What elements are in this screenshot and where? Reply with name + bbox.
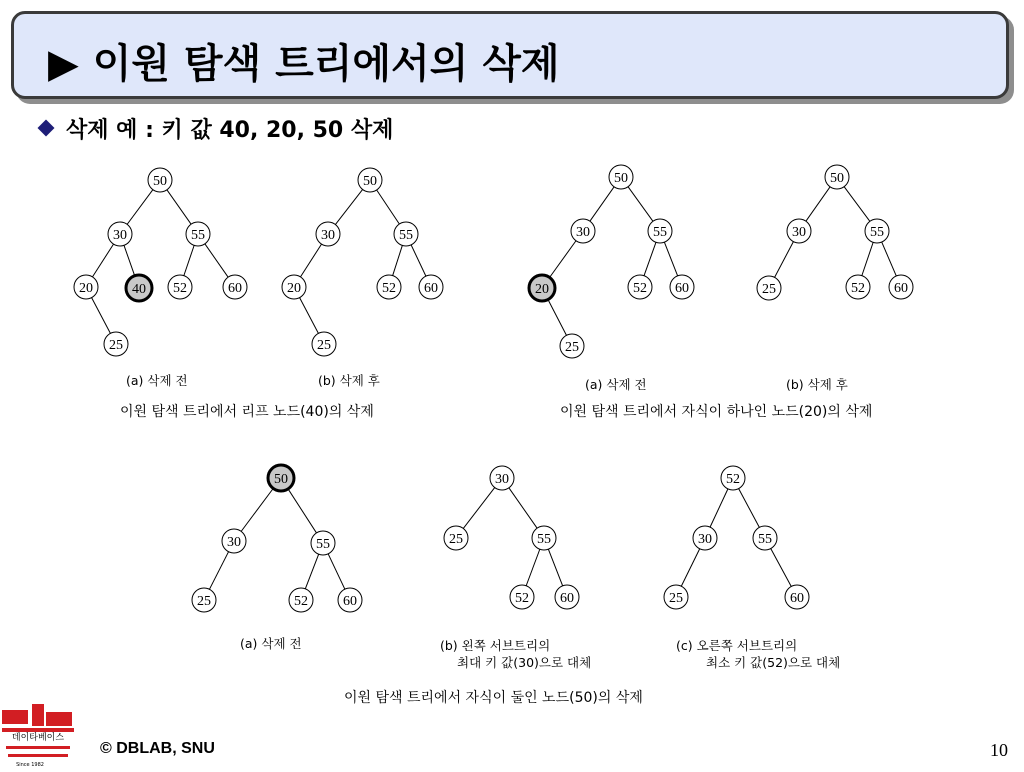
tree-node-key: 25 [669,591,683,606]
tree-edge [184,245,194,275]
tree-two-child-before [192,465,362,612]
tree-node-key: 25 [565,340,579,355]
tree-edge [167,190,191,224]
tree-node-key: 30 [321,228,335,243]
tree-edge [92,298,111,334]
tree-edge [124,245,135,276]
tree-node-key: 50 [830,171,844,186]
tree-two-child-right-min [664,466,809,609]
tree-edge [664,242,677,276]
tree-node-key: 55 [537,532,551,547]
tree-node-key: 40 [132,282,146,297]
tree-node-key: 30 [576,225,590,240]
tree-edge [463,488,494,529]
label-b-after-leaf: (b) 삭제 후 [318,373,380,388]
tree-node-key: 55 [758,532,772,547]
label-b-left-subtree: (b) 왼쪽 서브트리의 [440,638,551,653]
label-a-before-leaf: (a) 삭제 전 [126,373,188,388]
tree-node-key: 25 [762,282,776,297]
tree-node-key: 50 [363,174,377,189]
tree-node-key: 50 [153,174,167,189]
tree-edge [300,244,321,277]
label-a-before-one-child: (a) 삭제 전 [585,377,647,392]
tree-edge [710,489,728,527]
tree-edge [305,554,318,589]
tree-node-key: 50 [274,472,288,487]
tree-edge [628,187,653,222]
tree-node-key: 52 [515,591,529,606]
tree-one-child-before [529,165,694,358]
dblab-logo [0,700,90,772]
tree-node-key: 52 [294,594,308,609]
tree-edge [377,190,400,224]
label-b-left-max: 최대 키 값(30)으로 대체 [457,655,592,670]
tree-edge [775,242,794,278]
tree-edge [335,189,362,224]
tree-node-key: 52 [851,281,865,296]
label-c-right-min: 최소 키 값(52)으로 대체 [706,655,841,670]
tree-two-child-left-max [444,466,579,609]
tree-edge [393,245,403,275]
tree-node-key: 60 [424,281,438,296]
page-number: 10 [990,740,1008,760]
tree-edge [681,549,699,586]
tree-node-key: 55 [653,225,667,240]
tree-node-key: 55 [316,537,330,552]
tree-leaf-after [282,168,443,356]
tree-edge [92,244,113,277]
footer-copyright: © DBLAB, SNU [100,740,215,757]
caption-two-child-deletion: 이원 탐색 트리에서 자식이 둘인 노드(50)의 삭제 [344,690,643,706]
tree-edge [590,187,614,221]
tree-node-key: 30 [698,532,712,547]
tree-edge [739,489,760,528]
tree-node-key: 25 [317,338,331,353]
tree-edge [509,488,537,528]
tree-edge [548,299,567,336]
label-b-after-one-child: (b) 삭제 후 [786,377,848,392]
tree-node-key: 60 [675,281,689,296]
tree-edge [205,244,228,277]
tree-edge [288,488,317,533]
tree-node-key: 25 [449,532,463,547]
tree-node-key: 55 [870,225,884,240]
tree-edge [300,298,319,334]
bullet-text: 삭제 예 : 키 값 40, 20, 50 삭제 [66,118,394,143]
caption-one-child-deletion: 이원 탐색 트리에서 자식이 하나인 노드(20)의 삭제 [560,404,873,420]
tree-edge [526,549,540,586]
tree-edge [241,488,274,532]
tree-node-key: 30 [495,472,509,487]
tree-node-key: 60 [790,591,804,606]
tree-edge [328,554,345,589]
tree-node-key: 52 [633,281,647,296]
tree-edge [844,187,870,222]
tree-node-key: 30 [113,228,127,243]
tree-node-key: 25 [197,594,211,609]
tree-node-key: 52 [382,281,396,296]
caption-leaf-deletion: 이원 탐색 트리에서 리프 노드(40)의 삭제 [120,404,374,420]
tree-edge [209,552,228,590]
tree-edge [644,242,656,275]
tree-leaf-before [74,168,247,356]
tree-node-key: 30 [792,225,806,240]
tree-node-key: 60 [560,591,574,606]
logo-text: 데이타베이스 [11,733,65,743]
label-a-before-two-child: (a) 삭제 전 [240,636,302,651]
tree-node-key: 25 [109,338,123,353]
tree-node-key: 60 [894,281,908,296]
tree-edge [806,187,830,221]
tree-edge [862,242,873,275]
tree-node-key: 20 [287,281,301,296]
tree-node-key: 60 [343,594,357,609]
tree-node-key: 20 [535,282,549,297]
tree-edge [882,242,897,276]
tree-node-key: 55 [399,228,413,243]
tree-one-child-after [757,165,913,300]
tree-node-key: 60 [228,281,242,296]
tree-node-key: 55 [191,228,205,243]
label-c-right-subtree: (c) 오른쪽 서브트리의 [676,638,798,653]
tree-node-key: 50 [614,171,628,186]
tree-node-key: 30 [227,535,241,550]
tree-node-key: 20 [79,281,93,296]
tree-edge [548,549,562,586]
tree-edge [549,241,576,279]
tree-edge [771,549,792,587]
logo-since: Since 1982 [16,762,44,768]
tree-node-key: 52 [173,281,187,296]
tree-node-key: 52 [726,472,740,487]
slide-title: ▶ 이원 탐색 트리에서의 삭제 [48,41,560,87]
tree-edge [411,245,426,276]
tree-edge [127,190,153,225]
